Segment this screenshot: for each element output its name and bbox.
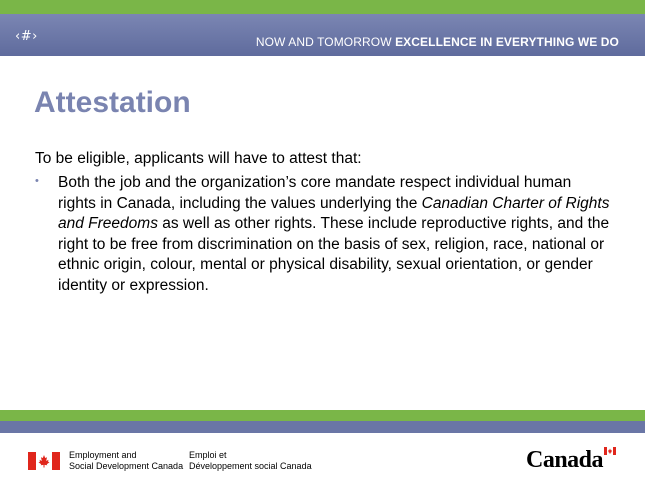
- slide-number-marker: ‹#›: [15, 29, 38, 44]
- department-name-french: [189, 450, 312, 472]
- dept-en-line2: Social Development Canada: [69, 461, 184, 471]
- bullet-text-part2: as well as other rights. These include reproductive rights, and the right to be free from discrimination on the basis of sex, religion, race, national or ethnic origin, colour, mental or physical disability, sexual orientation, or gender identity or expression.: [58, 215, 610, 294]
- top-green-band: [0, 0, 645, 14]
- tagline: [256, 35, 619, 49]
- slide-title: Attestation: [34, 86, 191, 119]
- bullet-text: [58, 173, 610, 296]
- canada-wordmark: Canada: [526, 447, 604, 473]
- bottom-green-band: [0, 410, 645, 421]
- tagline-bold: EXCELLENCE IN EVERYTHING WE DO: [395, 35, 619, 49]
- wordmark-flag-icon: [604, 447, 616, 455]
- bullet-text-part1: Both the job and the organization’s core mandate respect individual human rights in Canada, including the values underlying the: [58, 174, 572, 212]
- charter-name: Canadian Charter of Rights and Freedoms: [58, 194, 610, 232]
- dept-fr-line1: Emploi et: [189, 450, 227, 460]
- dept-en-line1: Employment and: [69, 450, 137, 460]
- bottom-blue-band: [0, 421, 645, 433]
- dept-fr-line2: Développement social Canada: [189, 461, 312, 471]
- footer: [0, 433, 645, 486]
- canada-flag-icon: [28, 452, 60, 470]
- intro-text: To be eligible, applicants will have to attest that:: [35, 150, 362, 167]
- tagline-regular: NOW AND TOMORROW: [255, 35, 396, 49]
- header-bar: [0, 14, 645, 56]
- bullet-item: [35, 173, 610, 296]
- department-name-english: [69, 450, 183, 472]
- bullet-dot-icon: •: [35, 175, 39, 187]
